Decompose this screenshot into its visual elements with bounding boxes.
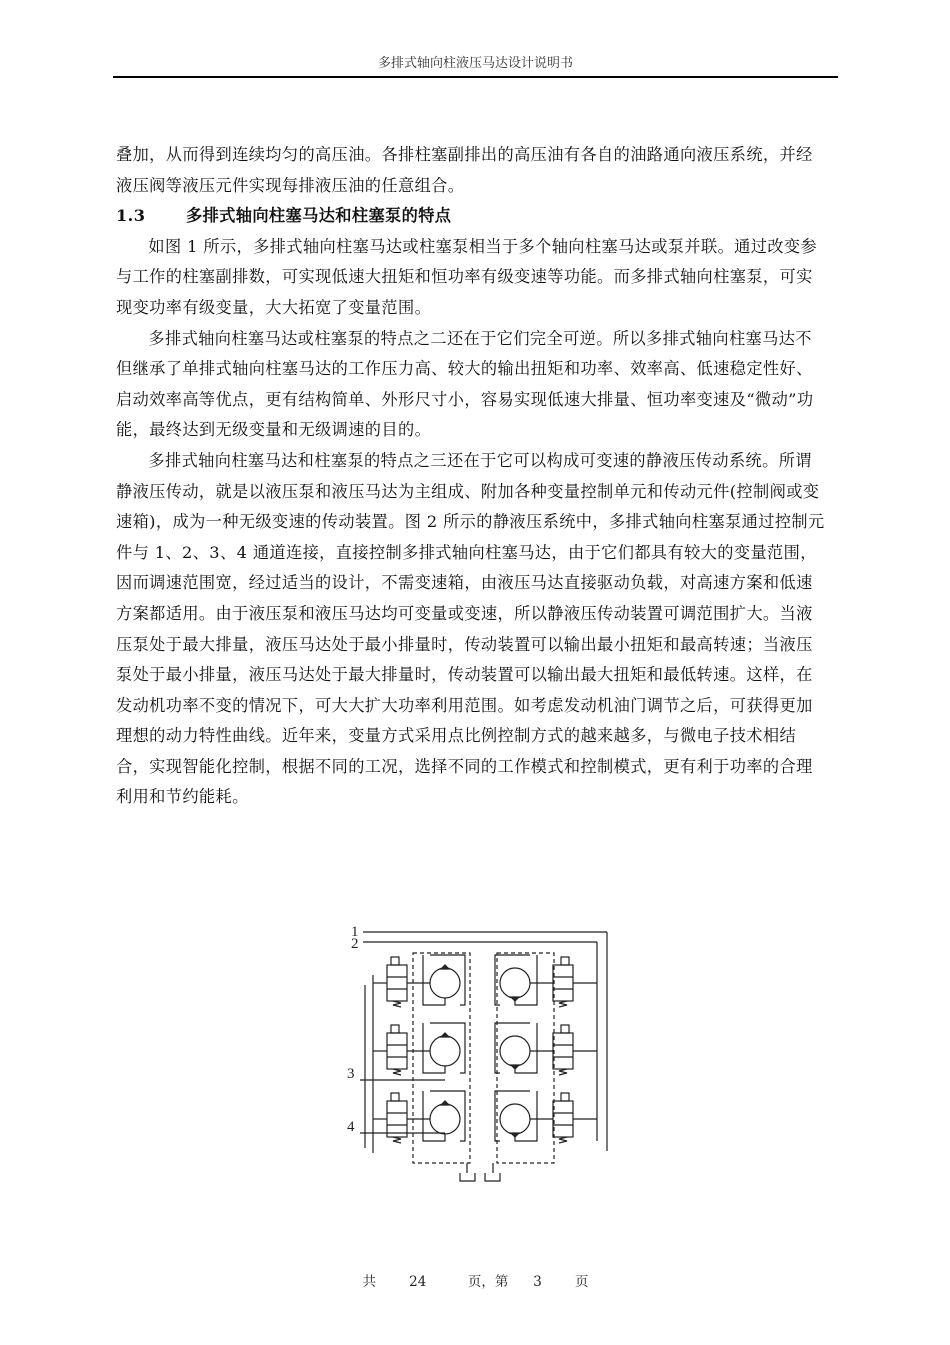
channel-label-4: 4 <box>347 1119 355 1135</box>
running-header: 多排式轴向柱液压马达设计说明书 <box>377 56 573 71</box>
footer-page-sep: 页，第 <box>467 1274 509 1290</box>
channel-label-1: 1 <box>351 924 359 940</box>
footer-page-suffix: 页 <box>575 1274 589 1290</box>
section-title: 多排式轴向柱塞马达和柱塞泵的特点 <box>186 206 452 226</box>
paragraph-1: 如图 1 所示，多排式轴向柱塞马达或柱塞泵相当于多个轴向柱塞马达或泵并联。通过改变参与工作的柱塞副排数，可实现低速大扭矩和恒功率有级变速等功能。而多排式轴向柱塞泵，可实现变功率有级变量，大大拓宽了变量范围。 <box>116 236 818 317</box>
footer-total-pages: 24 <box>409 1274 427 1290</box>
section-number: 1.3 <box>116 206 146 226</box>
footer-page-number: 3 <box>533 1274 542 1290</box>
hydraulic-circuit-figure <box>335 915 625 1190</box>
header-rule <box>113 76 838 78</box>
section-heading <box>116 201 828 232</box>
hydraulic-circuit-diagram <box>335 915 625 1190</box>
page-footer <box>113 1270 838 1290</box>
body-text <box>116 140 828 813</box>
footer-total-prefix: 共 <box>362 1274 376 1290</box>
channel-label-3: 3 <box>347 1066 355 1082</box>
paragraph-2: 多排式轴向柱塞马达或柱塞泵的特点之二还在于它们完全可逆。所以多排式轴向柱塞马达不但继承了单排式轴向柱塞马达的工作压力高、较大的输出扭矩和功率、效率高、低速稳定性好、启动效率高等优点，更有结构简单、外形尺寸小，容易实现低速大排量、恒功率变速及“微动”功能，最终达到无级变量和无级调速的目的。 <box>116 328 814 440</box>
paragraph-intro: 叠加，从而得到连续均匀的高压油。各排柱塞副排出的高压油有各自的油路通向液压系统，并经液压阀等液压元件实现每排液压油的任意组合。 <box>116 145 813 195</box>
paragraph-3: 多排式轴向柱塞马达和柱塞泵的特点之三还在于它可以构成可变速的静液压传动系统。所谓静液压传动，就是以液压泵和液压马达为主组成、附加各种变量控制单元和传动元件(控制阀或变速箱)，成为一种无级变速的传动装置。图 2 所示的静液压系统中，多排式轴向柱塞泵通过控制元件与 1、2、3、4 通道连接，直接控制多排式轴向柱塞马达，由于它们都具有较大的变量范围，因而调速范围宽，经过适当的设计，不需变速箱，由液压马达直接驱动负载，对高速方案和低速方案都适用。由于液压泵和液压马达均可变量或变速，所以静液压传动装置可调范围扩大。当液压泵处于最大排量，液压马达处于最小排量时，传动装置可以输出最小扭矩和最高转速；当液压泵处于最小排量，液压马达处于最大排量时，传动装置可以输出最大扭矩和最低转速。这样，在发动机功率不变的情况下，可大大扩大功率利用范围。如考虑发动机油门调节之后，可获得更加理想的动力特性曲线。近年来，变量方式采用点比例控制方式的越来越多，与微电子技术相结合，实现智能化控制，根据不同的工况，选择不同的工作模式和控制模式，更有利于功率的合理利用和节约能耗。 <box>116 450 825 807</box>
channel-label-2: 2 <box>351 936 359 952</box>
